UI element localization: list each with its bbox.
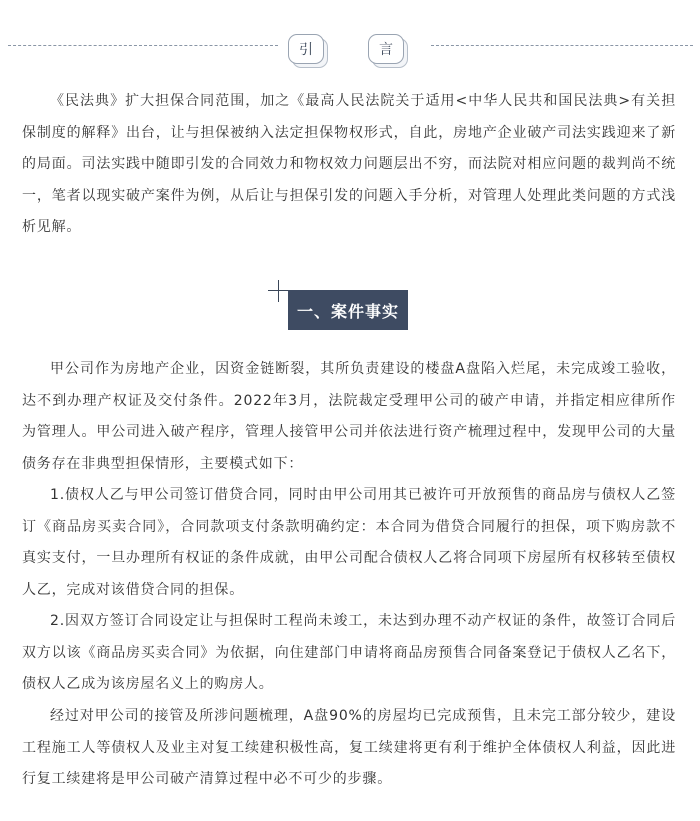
crosshair-ornament (268, 290, 290, 291)
facts-paragraph-4: 经过对甲公司的接管及所涉问题梳理，A盘90%的房屋均已完成预售，且未完工部分较少，建设工程施工人等债权人及业主对复工续建积极性高，复工续建将更有利于维护全体债权人利益，因此进行复工续建将是甲公司破产清算过程中必不可少的步骤。 (22, 708, 676, 787)
intro-badge-yin (288, 34, 328, 64)
intro-header (0, 28, 700, 72)
badge-label: 引 (288, 34, 324, 64)
crosshair-ornament (278, 280, 279, 302)
facts-paragraph-2: 1.债权人乙与甲公司签订借贷合同，同时由甲公司用其已被许可开放预售的商品房与债权人乙签订《商品房买卖合同》，合同款项支付条款明确约定：本合同为借贷合同履行的担保，项下购房款不真实支付，一旦办理所有权证的条件成就，由甲公司配合债权人乙将合同项下房屋所有权移转至债权人乙，完成对该借贷合同的担保。 (22, 487, 676, 598)
section-heading (266, 280, 416, 340)
facts-paragraph-1: 甲公司作为房地产企业，因资金链断裂，其所负责建设的楼盘A盘陷入烂尾，未完成竣工验收，达不到办理产权证及交付条件。2022年3月，法院裁定受理甲公司的破产申请，并指定相应律所作为管理人。甲公司进入破产程序，管理人接管甲公司并依法进行资产梳理过程中，发现甲公司的大量债务存在非典型担保情形，主要模式如下： (22, 361, 676, 472)
header-divider-right (431, 45, 693, 46)
intro-badge-yan (368, 34, 408, 64)
facts-paragraph-3: 2.因双方签订合同设定让与担保时工程尚未竣工，未达到办理不动产权证的条件，故签订合同后双方以该《商品房买卖合同》为依据，向住建部门申请将商品房预售合同备案登记于债权人乙名下，债权人乙成为该房屋名义上的购房人。 (22, 613, 676, 692)
header-divider-left (8, 45, 278, 46)
badge-label: 言 (368, 34, 404, 64)
intro-paragraph: 《民法典》扩大担保合同范围，加之《最高人民法院关于适用<中华人民共和国民法典>有关担保制度的解释》出台，让与担保被纳入法定担保物权形式，自此，房地产企业破产司法实践迎来了新的局面。司法实践中随即引发的合同效力和物权效力问题层出不穷，而法院对相应问题的裁判尚不统一，笔者以现实破产案件为例，从后让与担保引发的问题入手分析，对管理人处理此类问题的方式浅析见解。 (22, 93, 676, 235)
section-title: 一、案件事实 (288, 290, 408, 330)
